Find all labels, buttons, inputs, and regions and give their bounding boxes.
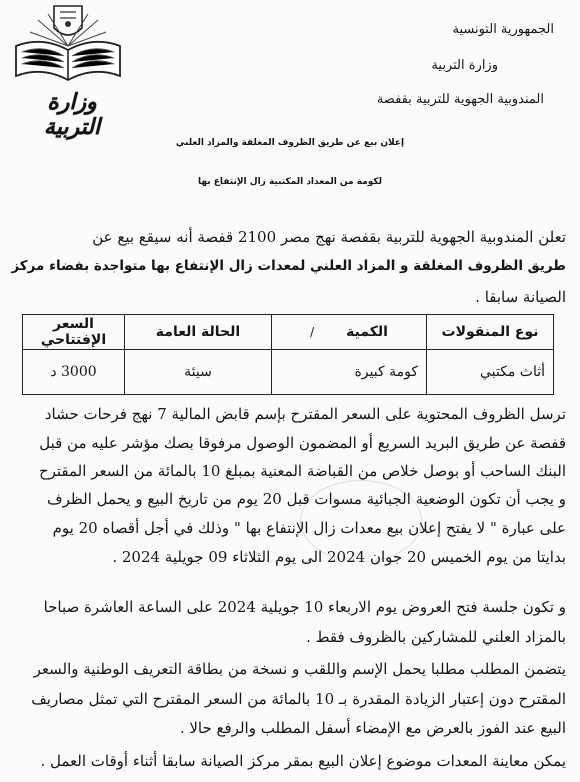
body-line: و تكون جلسة فتح العروض يوم الاربعاء 10 جويلية 2024 على الساعة العاشرة صباحا [43, 598, 566, 616]
intro-line: طريق الظروف المغلقة و المزاد العلني لمعدات زال الإنتفاع بها متواجدة بفضاء مركز [11, 258, 566, 274]
page-subtitle: لكومة من المعداد المكتبية زال الإنتفاع بها [197, 177, 383, 187]
col-header-type: نوع المنقولات [427, 315, 554, 350]
cell-price: 3000 د [23, 350, 125, 395]
table-header-row [23, 315, 554, 350]
col-header-quantity [272, 315, 427, 350]
items-table [22, 314, 554, 395]
ministry-logo [8, 2, 128, 140]
col-header-quantity-label: الكمية [346, 324, 388, 340]
header-directorate: المندوبية الجهوية للتربية بقفصة [376, 92, 544, 107]
cell-condition: سيئة [125, 350, 272, 395]
header-ministry: وزارة التربية [431, 58, 498, 73]
cell-quantity: كومة كبيرة [272, 350, 427, 395]
logo-text: وزارة التربية [43, 90, 101, 140]
body-line: المقترح دون إعتبار الزيادة المقدرة بـ 10 بالمائة من السعر المقترح التي تمثل مصاريف [31, 690, 566, 708]
header-country: الجمهورية التونسية [452, 22, 554, 37]
body-line: يتضمن المطلب مطلبا يحمل الإسم واللقب و نسخة من بطاقة التعريف الوطنية والسعر [33, 660, 566, 678]
body-line: بدايتا من يوم الخميس 20 جوان 2024 الى يوم الثلاثاء 09 جويلية 2024 . [112, 548, 566, 566]
body-line: بالمزاد العلني للمشاركين بالظروف فقط . [306, 628, 566, 646]
col-header-slash: / [310, 325, 315, 339]
page-title: إعلان بيع عن طريق الظروف المغلقة والمزاد العلني [175, 138, 405, 148]
body-line: يمكن معاينة المعدات موضوع إعلان البيع بمقر مركز الصيانة سابقا أثناء أوقات العمل . [40, 752, 566, 770]
intro-line: الصيانة سابقا . [475, 288, 566, 306]
cell-type: أثاث مكتبي [427, 350, 554, 395]
body-line: ترسل الظروف المحتوية على السعر المقترح بإسم قابض المالية 7 نهج فرحات حشاد [44, 405, 566, 423]
col-header-condition: الحالة العامة [125, 315, 272, 350]
col-header-price: السعر الإفتتاحي [23, 315, 125, 350]
body-line: البنك الساحب أو بوصل خلاص من القباضة المعنية بمبلغ 10 بالمائة من السعر المقترح [38, 462, 566, 480]
body-line: و يجب أن تكون الوضعية الجبائية مسوات قبل 20 يوم من تاريخ البيع و يحمل الظرف [47, 490, 566, 508]
intro-line: تعلن المندوبية الجهوية للتربية بقفصة نهج مصر 2100 قفصة أنه سيقع بيع عن [92, 228, 566, 246]
body-line: البيع عند الفوز بالعرض مع الإمضاء أسفل المطلب والرفع حالا . [179, 719, 566, 737]
body-line: قفصة عن طريق البريد السريع أو المضمون الوصول مرفوقا بصك مؤشر عليه من قبل [39, 434, 566, 452]
body-line: على عبارة " لا يفتح إعلان بيع معدات زال الإنتفاع بها " وذلك في أجل أقصاه 20 يوم [52, 519, 566, 537]
book-emblem-icon [8, 2, 128, 88]
table-row [23, 350, 554, 395]
